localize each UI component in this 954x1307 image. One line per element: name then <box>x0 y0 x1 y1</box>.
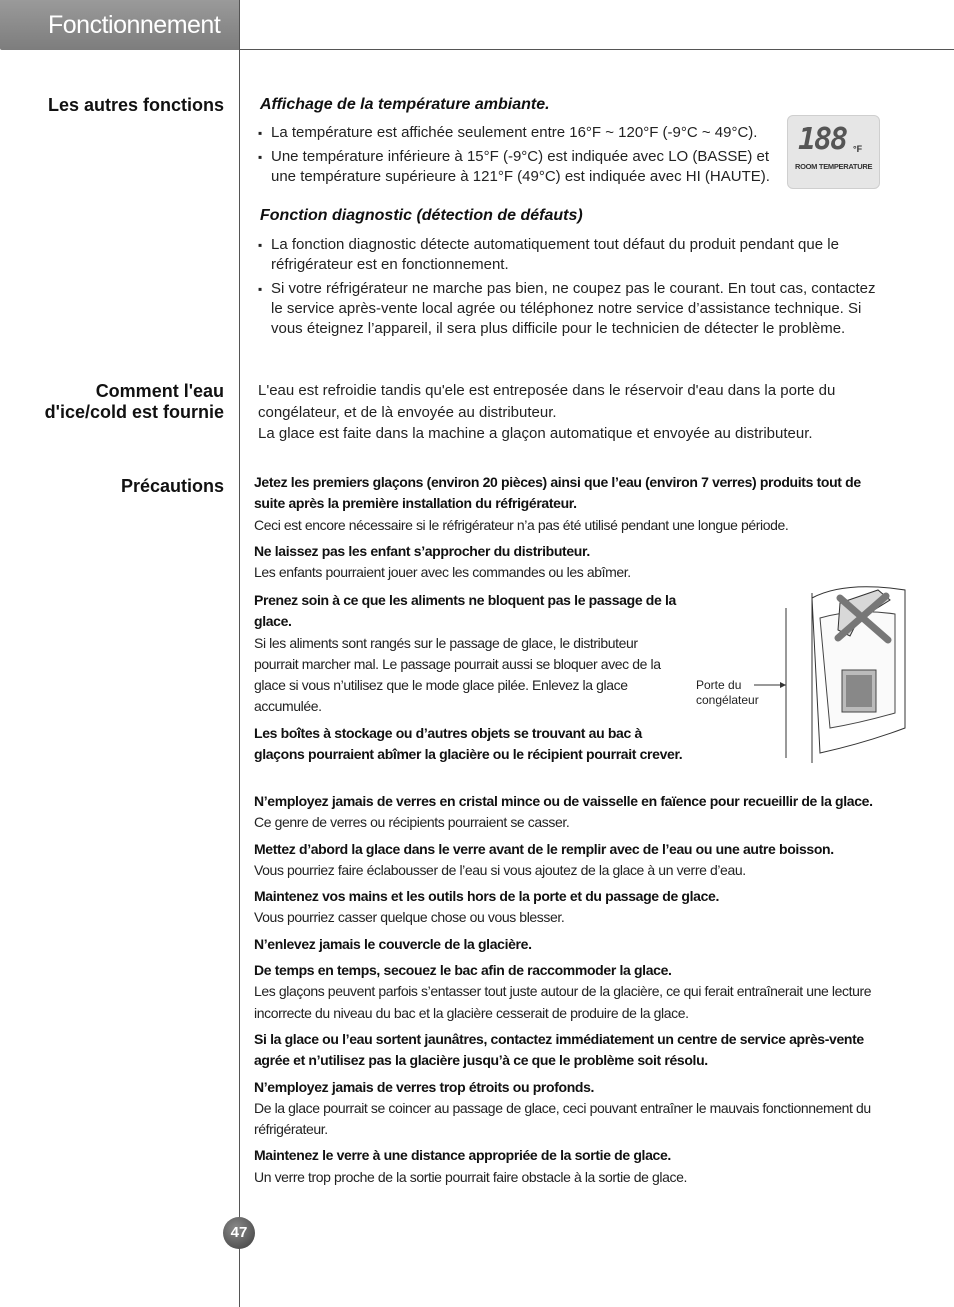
precaution-title: N’employez jamais de verres en cristal mince ou de vaisselle en faïence pour recueillir de la glace. <box>254 793 873 809</box>
precaution-desc: De la glace pourrait se coincer au passage de glace, ceci pouvant entraîner le mauvais fonctionnement du réfrigérateur. <box>254 1099 871 1138</box>
precaution-desc: Si les aliments sont rangés sur le passage de glace, le distributeur pourrait marcher mal. Le passage pourrait aussi se bloquer avec de la glace si vous n’utilisez que le mode glace pilée. Enlevez la glace accumulée. <box>254 634 661 715</box>
precaution-title: N’employez jamais de verres trop étroits ou profonds. <box>254 1078 595 1095</box>
precaution-desc: Un verre trop proche de la sortie pourrait faire obstacle à la sortie de glace. <box>254 1168 687 1185</box>
eau-line: La glace est faite dans la machine a glaçon automatique et envoyée au distributeur. <box>258 425 813 442</box>
precaution-item <box>254 1077 879 1141</box>
diag-bullet: ▪ Si votre réfrigérateur ne marche pas bien, ne coupez pas le courant. En tout cas, contactez le service après-vente local agrée ou téléphonez notre service d’assistance technique. Si vous éteignez l’appareil, il sera plus difficile pour le technicien de détecter le problème. <box>258 279 886 339</box>
precautions-block-1 <box>254 472 874 588</box>
precaution-title: Prenez soin à ce que les aliments ne bloquent pas le passage de la glace. <box>254 592 676 630</box>
temp-heading: Affichage de la température ambiante. <box>260 96 550 113</box>
precaution-item <box>254 960 879 1024</box>
eau-line: L'eau est refroidie tandis qu'ele est entreposée dans le réservoir d'eau dans la porte du congélateur, et de là envoyée au distributeur. <box>258 382 836 421</box>
precaution-item <box>254 886 879 929</box>
precaution-item <box>254 839 879 882</box>
figure-label-text: Porte du congélateur <box>696 678 759 707</box>
temp-bullet: ▪ La température est affichée seulement entre 16°F ~ 120°F (-9°C ~ 49°C). <box>258 123 773 143</box>
precaution-desc: Ceci est encore nécessaire si le réfrigérateur n’a pas été utilisé pendant une longue période. <box>254 516 789 533</box>
precaution-item <box>254 590 684 718</box>
precaution-item <box>254 934 879 955</box>
precaution-desc: Les enfants pourraient jouer avec les commandes ou les abîmer. <box>254 564 631 581</box>
diag-bullet: ▪ La fonction diagnostic détecte automatiquement tout défaut du produit pendant que le réfrigérateur est en fonctionnement. <box>258 235 886 275</box>
precaution-desc: Ce genre de verres ou récipients pourraient se casser. <box>254 814 570 831</box>
precaution-item <box>254 791 879 834</box>
precaution-title: N’enlevez jamais le couvercle de la glacière. <box>254 935 532 952</box>
precaution-desc: Vous pourriez faire éclabousser de l’eau si vous ajoutez de la glace à un verre d’eau. <box>254 861 746 878</box>
precaution-title: Mettez d’abord la glace dans le verre avant de le remplir avec de l’eau ou une autre boisson. <box>254 840 834 857</box>
precaution-title: Maintenez vos mains et les outils hors de la porte et du passage de glace. <box>254 888 720 905</box>
precaution-title: Si la glace ou l’eau sortent jaunâtres, contactez immédiatement un centre de service après-vente agrée et n’utilisez pas la glacière jusqu’à ce que le problème soit résolu. <box>254 1030 864 1069</box>
freezer-door-illustration <box>690 578 920 763</box>
section-title-precautions: Précautions <box>120 476 224 496</box>
precaution-title: Jetez les premiers glaçons (environ 20 pièces) ainsi que l’eau (environ 7 verres) produits tout de suite après la première installation du réfrigérateur. <box>254 474 861 512</box>
precautions-block-3 <box>254 791 879 1193</box>
eau-text <box>258 380 878 445</box>
precaution-title: Maintenez le verre à une distance appropriée de la sortie de glace. <box>254 1147 671 1164</box>
precaution-title: Les boîtes à stockage ou d’autres objets se trouvant au bac à glaçons pourraient abîmer la glacière ou le récipient pourrait crever. <box>254 724 683 763</box>
precaution-item <box>254 472 874 536</box>
diag-heading: Fonction diagnostic (détection de défauts) <box>260 207 583 224</box>
room-temperature-display-icon <box>787 115 880 189</box>
section-title-autres-fonctions: Les autres fonctions <box>47 95 224 115</box>
header-divider <box>239 49 954 50</box>
lcd-unit: °F <box>853 144 863 154</box>
header-tab <box>0 0 239 50</box>
figure-label <box>696 678 771 708</box>
temp-bullets <box>258 123 773 191</box>
precautions-block-2 <box>254 590 684 770</box>
margin-rule <box>239 0 240 1307</box>
header-title: Fonctionnement <box>48 11 221 39</box>
precaution-title: De temps en temps, secouez le bac afin de raccommoder la glace. <box>254 962 672 979</box>
diag-bullets <box>258 235 886 343</box>
precaution-desc: Vous pourriez casser quelque chose ou vous blesser. <box>254 909 565 926</box>
lcd-label: ROOM TEMPERATURE <box>795 162 873 171</box>
page-number: 47 <box>223 1217 255 1249</box>
precaution-title: Ne laissez pas les enfant s’approcher du distributeur. <box>254 542 590 559</box>
section-title-eau: Comment l'eau d'ice/cold est fournie <box>44 381 224 422</box>
precaution-item <box>254 1145 879 1188</box>
precaution-item <box>254 1029 879 1072</box>
precaution-desc: Les glaçons peuvent parfois s’entasser tout juste autour de la glacière, ce qui ferait entraînerait une lecture incorrecte du niveau du bac et la glacière cesserait de produire de la glace. <box>254 983 872 1021</box>
temp-bullet: ▪ Une température inférieure à 15°F (-9°C) est indiquée avec LO (BASSE) et une température supérieure à 121°F (49°C) est indiquée avec HI (HAUTE). <box>258 147 773 187</box>
precaution-item <box>254 723 684 766</box>
lcd-digits: 188 <box>798 122 847 157</box>
